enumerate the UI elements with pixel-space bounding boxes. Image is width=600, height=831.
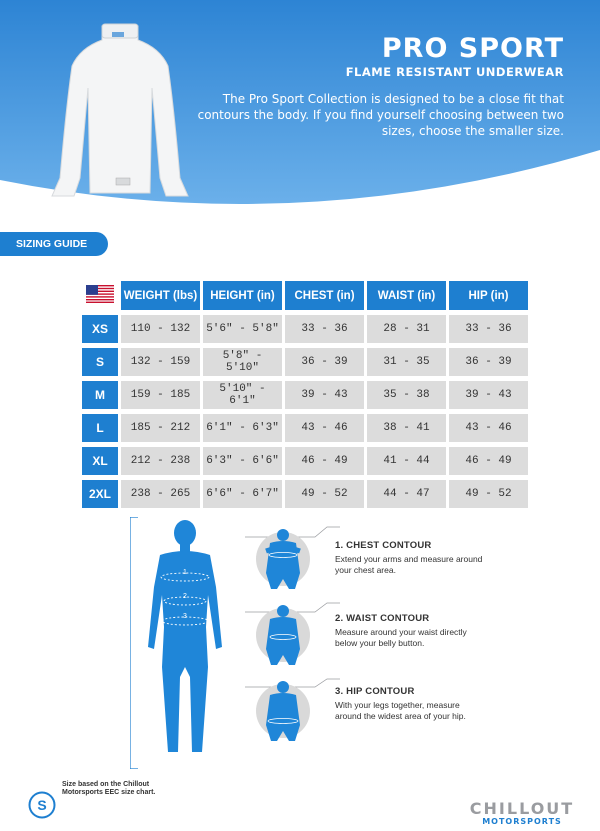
table-cell: 46 - 49 <box>449 447 528 475</box>
sizing-guide-label: SIZING GUIDE <box>0 232 108 256</box>
svg-text:S: S <box>37 797 47 813</box>
marker-3: 3 <box>183 613 187 620</box>
col-header: WAIST (in) <box>367 281 446 310</box>
step-text: Measure around your waist directly below your belly button. <box>335 627 467 648</box>
table-cell: 36 - 39 <box>449 348 528 376</box>
size-table <box>79 276 531 513</box>
table-row <box>82 480 528 508</box>
size-label: XS <box>82 315 118 343</box>
table-cell: 35 - 38 <box>367 381 446 409</box>
table-cell: 43 - 46 <box>285 414 364 442</box>
table-cell: 6'1" - 6'3" <box>203 414 282 442</box>
body-figure <box>148 520 222 752</box>
chillout-logo <box>456 799 588 826</box>
shirt-image <box>40 18 200 198</box>
table-cell: 49 - 52 <box>449 480 528 508</box>
table-cell: 38 - 41 <box>367 414 446 442</box>
table-row <box>82 414 528 442</box>
table-cell: 5'10" - 6'1" <box>203 381 282 409</box>
table-cell: 6'6" - 6'7" <box>203 480 282 508</box>
table-cell: 46 - 49 <box>285 447 364 475</box>
size-label: S <box>82 348 118 376</box>
step-title: 3. HIP CONTOUR <box>335 686 415 697</box>
flag-cell <box>82 281 118 310</box>
step-title: 1. CHEST CONTOUR <box>335 540 432 551</box>
table-cell: 185 - 212 <box>121 414 200 442</box>
table-cell: 33 - 36 <box>285 315 364 343</box>
table-row <box>82 315 528 343</box>
table-cell: 43 - 46 <box>449 414 528 442</box>
table-cell: 44 - 47 <box>367 480 446 508</box>
step-title: 2. WAIST CONTOUR <box>335 613 430 624</box>
table-cell: 28 - 31 <box>367 315 446 343</box>
page-subtitle: FLAME RESISTANT UNDERWEAR <box>345 65 564 79</box>
col-header: HIP (in) <box>449 281 528 310</box>
chest-figure <box>256 529 310 589</box>
table-cell: 110 - 132 <box>121 315 200 343</box>
size-note: Size based on the Chillout Motorsports EEC size chart. <box>62 781 156 796</box>
size-label: 2XL <box>82 480 118 508</box>
step-text: With your legs together, measure around the widest area of your hip. <box>335 700 466 721</box>
hip-figure <box>256 681 310 741</box>
table-cell: 41 - 44 <box>367 447 446 475</box>
size-s-icon <box>28 791 56 819</box>
waist-figure <box>256 605 310 665</box>
col-header: HEIGHT (in) <box>203 281 282 310</box>
table-cell: 5'8" - 5'10" <box>203 348 282 376</box>
marker-2: 2 <box>183 593 187 600</box>
logo-subtext: MOTORSPORTS <box>482 817 562 826</box>
page-title: PRO SPORT <box>381 33 564 64</box>
table-cell: 132 - 159 <box>121 348 200 376</box>
table-cell: 31 - 35 <box>367 348 446 376</box>
step-chest <box>335 540 485 576</box>
table-cell: 36 - 39 <box>285 348 364 376</box>
table-cell: 39 - 43 <box>449 381 528 409</box>
hero-header <box>0 0 600 215</box>
logo-wordmark: CHILLOUT <box>469 799 575 818</box>
intro-text: The Pro Sport Collection is designed to be a close fit that contours the body. If you find yourself choosing between two sizes, choose the smaller size. <box>197 92 564 138</box>
size-label: XL <box>82 447 118 475</box>
table-row <box>82 447 528 475</box>
step-waist <box>335 613 485 649</box>
table-cell: 159 - 185 <box>121 381 200 409</box>
table-header-row <box>82 281 528 310</box>
step-hip <box>335 686 485 722</box>
table-cell: 39 - 43 <box>285 381 364 409</box>
table-cell: 238 - 265 <box>121 480 200 508</box>
table-cell: 6'3" - 6'6" <box>203 447 282 475</box>
table-row <box>82 348 528 376</box>
brand-block <box>345 33 564 79</box>
table-cell: 33 - 36 <box>449 315 528 343</box>
us-flag-icon <box>86 285 114 303</box>
table-cell: 5'6" - 5'8" <box>203 315 282 343</box>
col-header: CHEST (in) <box>285 281 364 310</box>
table-cell: 49 - 52 <box>285 480 364 508</box>
size-label: M <box>82 381 118 409</box>
marker-1: 1 <box>183 569 187 576</box>
col-header: WEIGHT (lbs) <box>121 281 200 310</box>
size-label: L <box>82 414 118 442</box>
table-row <box>82 381 528 409</box>
step-text: Extend your arms and measure around your chest area. <box>335 554 483 575</box>
table-cell: 212 - 238 <box>121 447 200 475</box>
